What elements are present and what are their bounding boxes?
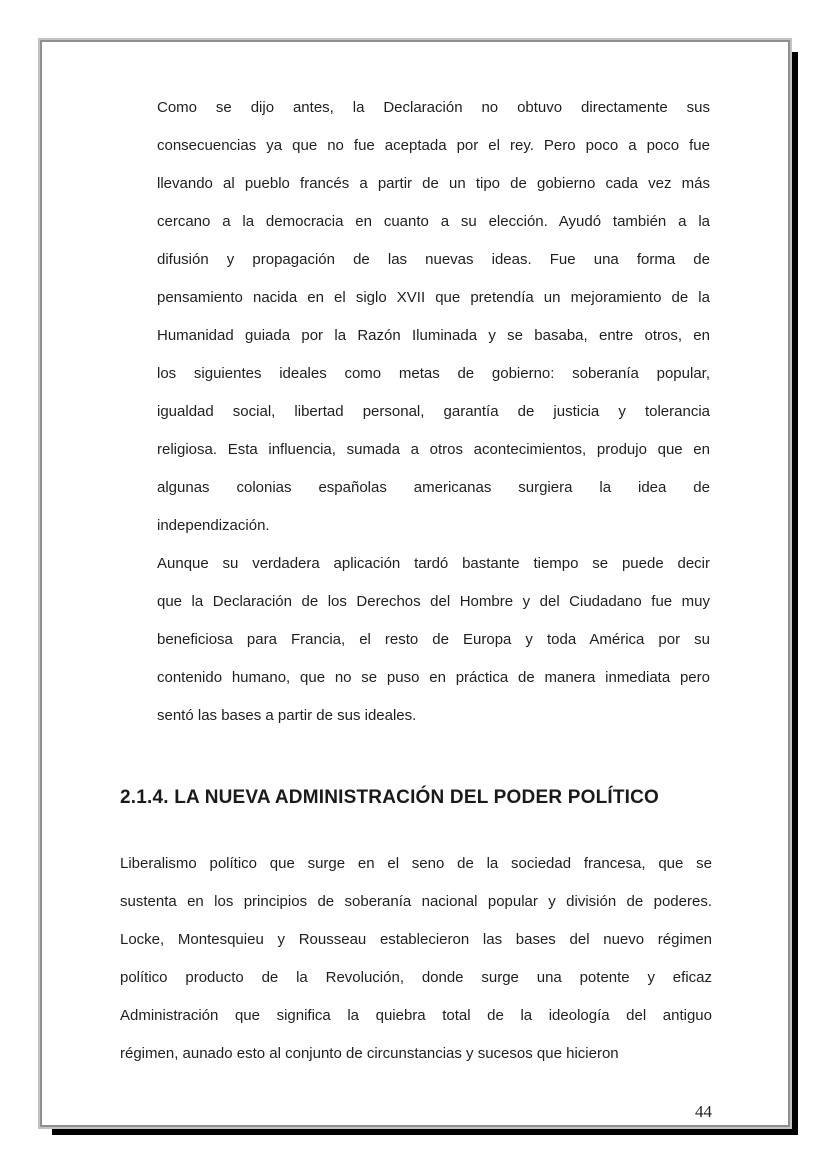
paragraph	[157, 89, 710, 545]
page-number: 44	[695, 1102, 712, 1121]
text-line: Liberalismo político que surge en el seno de la sociedad francesa, que se	[120, 855, 712, 872]
paragraph	[120, 845, 712, 1073]
text-line: independización.	[157, 517, 270, 534]
text-line: igualdad social, libertad personal, garantía de justicia y tolerancia	[157, 403, 710, 420]
text-line: llevando al pueblo francés a partir de un tipo de gobierno cada vez más	[157, 175, 710, 192]
section-heading: 2.1.4. LA NUEVA ADMINISTRACIÓN DEL PODER POLÍTICO	[120, 787, 660, 808]
text-line: sentó las bases a partir de sus ideales.	[157, 707, 417, 724]
text-line: contenido humano, que no se puso en práctica de manera inmediata pero	[157, 669, 710, 686]
text-line: Aunque su verdadera aplicación tardó bastante tiempo se puede decir	[157, 555, 710, 572]
document-page	[40, 40, 790, 1127]
body-paragraphs	[120, 845, 712, 1073]
text-line: pensamiento nacida en el siglo XVII que pretendía un mejoramiento de la	[157, 289, 710, 306]
text-line: político producto de la Revolución, donde surge una potente y eficaz	[120, 969, 712, 986]
text-line: Administración que significa la quiebra total de la ideología del antiguo	[120, 1007, 712, 1024]
text-line: Humanidad guiada por la Razón Iluminada y se basaba, entre otros, en	[157, 327, 710, 344]
text-line: cercano a la democracia en cuanto a su elección. Ayudó también a la	[157, 213, 710, 230]
text-line: los siguientes ideales como metas de gobierno: soberanía popular,	[157, 365, 710, 382]
text-line: beneficiosa para Francia, el resto de Europa y toda América por su	[157, 631, 710, 648]
text-line: religiosa. Esta influencia, sumada a otros acontecimientos, produjo que en	[157, 441, 710, 458]
text-line: Locke, Montesquieu y Rousseau establecieron las bases del nuevo régimen	[120, 931, 712, 948]
text-line: que la Declaración de los Derechos del Hombre y del Ciudadano fue muy	[157, 593, 710, 610]
text-line: consecuencias ya que no fue aceptada por el rey. Pero poco a poco fue	[157, 137, 710, 154]
text-line: régimen, aunado esto al conjunto de circunstancias y sucesos que hicieron	[120, 1045, 619, 1062]
text-line: difusión y propagación de las nuevas ideas. Fue una forma de	[157, 251, 710, 268]
indented-paragraphs	[157, 89, 710, 735]
text-line: algunas colonias españolas americanas surgiera la idea de	[157, 479, 710, 496]
text-line: Como se dijo antes, la Declaración no obtuvo directamente sus	[157, 99, 710, 116]
text-line: sustenta en los principios de soberanía nacional popular y división de poderes.	[120, 893, 712, 910]
paragraph	[157, 545, 710, 735]
